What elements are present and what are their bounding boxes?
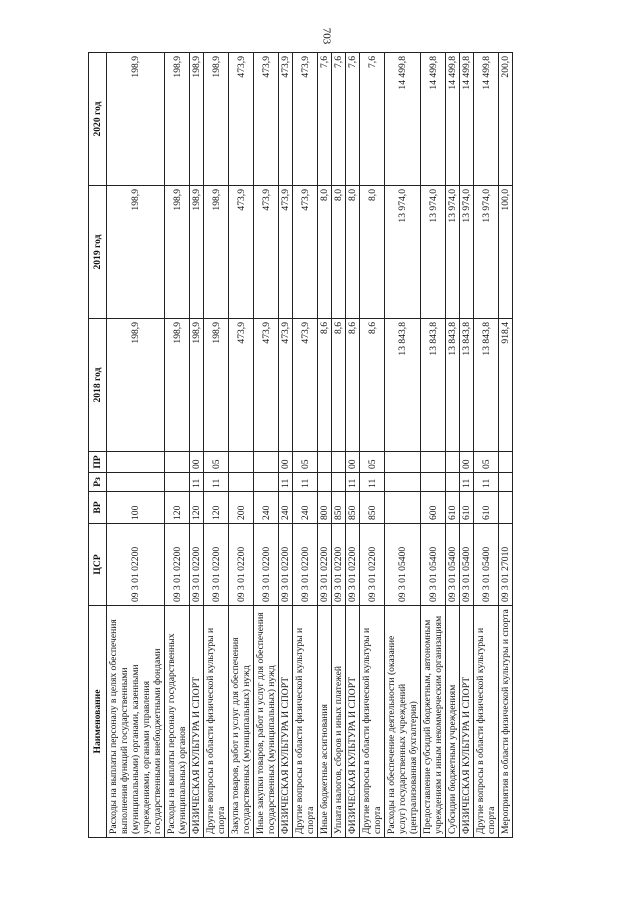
cell-2020: 198,9 — [107, 53, 165, 186]
cell-2018: 13 843,8 — [385, 319, 421, 452]
cell-csr: 09 3 01 05400 — [421, 524, 446, 606]
cell-2020: 473,9 — [254, 53, 279, 186]
cell-vr — [385, 492, 421, 524]
budget-table — [88, 52, 513, 838]
cell-csr: 09 3 01 05400 — [460, 524, 474, 606]
table-row — [421, 53, 446, 838]
cell-rz: 11 — [204, 473, 229, 492]
table-header-row — [89, 53, 107, 838]
cell-rz — [499, 473, 513, 492]
cell-rz — [421, 473, 446, 492]
cell-vr: 610 — [474, 492, 499, 524]
table-row — [499, 53, 513, 838]
cell-2019: 8,0 — [332, 186, 346, 319]
cell-pr: 00 — [460, 452, 474, 473]
cell-pr — [229, 452, 254, 473]
table-row — [293, 53, 318, 838]
cell-rz — [165, 473, 190, 492]
cell-name: Иные бюджетные ассигнования — [318, 606, 332, 838]
cell-pr: 05 — [293, 452, 318, 473]
cell-vr: 120 — [190, 492, 204, 524]
cell-name: Мероприятия в области физической культуры и спорта — [499, 606, 513, 838]
cell-2020: 14 499,8 — [446, 53, 460, 186]
cell-rz: 11 — [190, 473, 204, 492]
table-row — [165, 53, 190, 838]
table-row — [204, 53, 229, 838]
cell-vr: 120 — [204, 492, 229, 524]
page-number: 703 — [320, 27, 333, 45]
cell-2018: 8,6 — [346, 319, 360, 452]
cell-rz — [446, 473, 460, 492]
cell-2019: 198,9 — [107, 186, 165, 319]
table-row — [346, 53, 360, 838]
table-row — [190, 53, 204, 838]
cell-vr: 100 — [107, 492, 165, 524]
cell-2019: 100,0 — [499, 186, 513, 319]
table-row — [446, 53, 460, 838]
cell-2018: 198,9 — [107, 319, 165, 452]
cell-vr: 800 — [318, 492, 332, 524]
cell-2020: 200,0 — [499, 53, 513, 186]
cell-csr: 09 3 01 02200 — [346, 524, 360, 606]
cell-2018: 8,6 — [318, 319, 332, 452]
cell-pr — [165, 452, 190, 473]
cell-2018: 13 843,8 — [446, 319, 460, 452]
cell-pr — [421, 452, 446, 473]
cell-2019: 8,0 — [346, 186, 360, 319]
cell-pr: 05 — [204, 452, 229, 473]
cell-name: Другие вопросы в области физической культуры и спорта — [474, 606, 499, 838]
cell-2018: 473,9 — [229, 319, 254, 452]
cell-2018: 198,9 — [204, 319, 229, 452]
cell-rz — [385, 473, 421, 492]
cell-2019: 13 974,0 — [460, 186, 474, 319]
cell-pr — [446, 452, 460, 473]
cell-rz: 11 — [293, 473, 318, 492]
header-csr: ЦСР — [89, 524, 107, 606]
cell-rz — [332, 473, 346, 492]
table-row — [460, 53, 474, 838]
cell-name: Уплата налогов, сборов и иных платежей — [332, 606, 346, 838]
cell-name: Иные закупки товаров, работ и услуг для обеспечения государственных (муниципальных) нужд — [254, 606, 279, 838]
cell-pr: 00 — [279, 452, 293, 473]
cell-name: Другие вопросы в области физической культуры и спорта — [204, 606, 229, 838]
cell-rz — [254, 473, 279, 492]
header-pr: ПР — [89, 452, 107, 473]
cell-rz: 11 — [474, 473, 499, 492]
cell-2020: 198,9 — [204, 53, 229, 186]
cell-2018: 198,9 — [190, 319, 204, 452]
cell-2019: 473,9 — [279, 186, 293, 319]
cell-pr: 00 — [346, 452, 360, 473]
header-2018: 2018 год — [89, 319, 107, 452]
cell-2020: 14 499,8 — [460, 53, 474, 186]
cell-name: Расходы на обеспечение деятельности (оказание услуг) государственных учреждений (централизованная бухгалтерия) — [385, 606, 421, 838]
cell-csr: 09 3 01 02200 — [165, 524, 190, 606]
cell-name: Другие вопросы в области физической культуры и спорта — [360, 606, 385, 838]
cell-2020: 473,9 — [293, 53, 318, 186]
cell-2020: 14 499,8 — [421, 53, 446, 186]
cell-2020: 198,9 — [165, 53, 190, 186]
cell-name: ФИЗИЧЕСКАЯ КУЛЬТУРА И СПОРТ — [190, 606, 204, 838]
cell-2019: 8,0 — [318, 186, 332, 319]
table-body — [107, 53, 513, 838]
cell-2019: 473,9 — [229, 186, 254, 319]
cell-vr: 610 — [460, 492, 474, 524]
cell-rz — [107, 473, 165, 492]
cell-name: ФИЗИЧЕСКАЯ КУЛЬТУРА И СПОРТ — [346, 606, 360, 838]
cell-csr: 09 3 01 02200 — [360, 524, 385, 606]
cell-csr: 09 3 01 02200 — [332, 524, 346, 606]
cell-csr: 09 3 01 02200 — [229, 524, 254, 606]
cell-2020: 473,9 — [279, 53, 293, 186]
cell-2020: 7,6 — [332, 53, 346, 186]
table-row — [279, 53, 293, 838]
cell-rz — [318, 473, 332, 492]
cell-csr: 09 3 01 05400 — [446, 524, 460, 606]
cell-pr: 05 — [474, 452, 499, 473]
cell-name: Предоставление субсидий бюджетным, автономным учреждениям и иным некоммерческим организациям — [421, 606, 446, 838]
header-2020: 2020 год — [89, 53, 107, 186]
cell-2018: 8,6 — [360, 319, 385, 452]
cell-vr: 120 — [165, 492, 190, 524]
cell-2020: 198,9 — [190, 53, 204, 186]
cell-name: Закупка товаров, работ и услуг для обеспечения государственных (муниципальных) нужд — [229, 606, 254, 838]
cell-2020: 14 499,8 — [385, 53, 421, 186]
cell-pr — [332, 452, 346, 473]
table-row — [229, 53, 254, 838]
table-row — [332, 53, 346, 838]
header-2019: 2019 год — [89, 186, 107, 319]
cell-vr: 850 — [332, 492, 346, 524]
cell-2018: 918,4 — [499, 319, 513, 452]
header-vr: ВР — [89, 492, 107, 524]
cell-2020: 14 499,8 — [474, 53, 499, 186]
cell-csr: 09 3 01 27010 — [499, 524, 513, 606]
cell-vr: 240 — [254, 492, 279, 524]
cell-pr: 05 — [360, 452, 385, 473]
cell-name: Расходы на выплаты персоналу в целях обеспечения выполнения функций государственными (муниципальными) органами, казенными учреждениями, органами управления государственными внебюджетными фондами — [107, 606, 165, 838]
cell-vr: 600 — [421, 492, 446, 524]
cell-pr: 00 — [190, 452, 204, 473]
cell-pr — [254, 452, 279, 473]
cell-rz: 11 — [346, 473, 360, 492]
cell-2020: 473,9 — [229, 53, 254, 186]
cell-vr: 850 — [360, 492, 385, 524]
cell-2018: 13 843,8 — [421, 319, 446, 452]
cell-2019: 473,9 — [254, 186, 279, 319]
cell-2019: 8,0 — [360, 186, 385, 319]
cell-2019: 198,9 — [190, 186, 204, 319]
cell-2019: 13 974,0 — [474, 186, 499, 319]
cell-2018: 13 843,8 — [460, 319, 474, 452]
cell-2019: 13 974,0 — [385, 186, 421, 319]
cell-csr: 09 3 01 02200 — [204, 524, 229, 606]
table-row — [107, 53, 165, 838]
cell-csr: 09 3 01 02200 — [254, 524, 279, 606]
cell-2019: 198,9 — [204, 186, 229, 319]
cell-2018: 473,9 — [254, 319, 279, 452]
cell-pr — [318, 452, 332, 473]
cell-csr: 09 3 01 02200 — [318, 524, 332, 606]
cell-vr: 240 — [279, 492, 293, 524]
cell-csr: 09 3 01 02200 — [279, 524, 293, 606]
cell-name: ФИЗИЧЕСКАЯ КУЛЬТУРА И СПОРТ — [279, 606, 293, 838]
cell-vr: 200 — [229, 492, 254, 524]
cell-2020: 7,6 — [360, 53, 385, 186]
table-row — [385, 53, 421, 838]
cell-pr — [107, 452, 165, 473]
cell-name: Субсидии бюджетным учреждениям — [446, 606, 460, 838]
cell-rz: 11 — [360, 473, 385, 492]
cell-2020: 7,6 — [318, 53, 332, 186]
header-name: Наименование — [89, 606, 107, 838]
cell-vr: 610 — [446, 492, 460, 524]
cell-2019: 473,9 — [293, 186, 318, 319]
cell-name: Расходы на выплаты персоналу государственных (муниципальных) органов — [165, 606, 190, 838]
cell-pr — [385, 452, 421, 473]
cell-2018: 473,9 — [279, 319, 293, 452]
cell-csr: 09 3 01 05400 — [474, 524, 499, 606]
cell-2018: 8,6 — [332, 319, 346, 452]
cell-rz — [229, 473, 254, 492]
cell-2020: 7,6 — [346, 53, 360, 186]
table-row — [360, 53, 385, 838]
cell-csr: 09 3 01 02200 — [293, 524, 318, 606]
cell-pr — [499, 452, 513, 473]
cell-vr: 240 — [293, 492, 318, 524]
cell-2019: 198,9 — [165, 186, 190, 319]
table-row — [474, 53, 499, 838]
cell-2018: 13 843,8 — [474, 319, 499, 452]
cell-2018: 473,9 — [293, 319, 318, 452]
cell-vr: 850 — [346, 492, 360, 524]
cell-name: Другие вопросы в области физической культуры и спорта — [293, 606, 318, 838]
cell-csr: 09 3 01 02200 — [107, 524, 165, 606]
cell-csr: 09 3 01 05400 — [385, 524, 421, 606]
rotated-table-container — [88, 52, 528, 838]
cell-2018: 198,9 — [165, 319, 190, 452]
cell-2019: 13 974,0 — [421, 186, 446, 319]
cell-rz: 11 — [279, 473, 293, 492]
cell-rz: 11 — [460, 473, 474, 492]
table-row — [254, 53, 279, 838]
cell-vr — [499, 492, 513, 524]
header-rz: Рз — [89, 473, 107, 492]
cell-name: ФИЗИЧЕСКАЯ КУЛЬТУРА И СПОРТ — [460, 606, 474, 838]
table-row — [318, 53, 332, 838]
cell-2019: 13 974,0 — [446, 186, 460, 319]
cell-csr: 09 3 01 02200 — [190, 524, 204, 606]
